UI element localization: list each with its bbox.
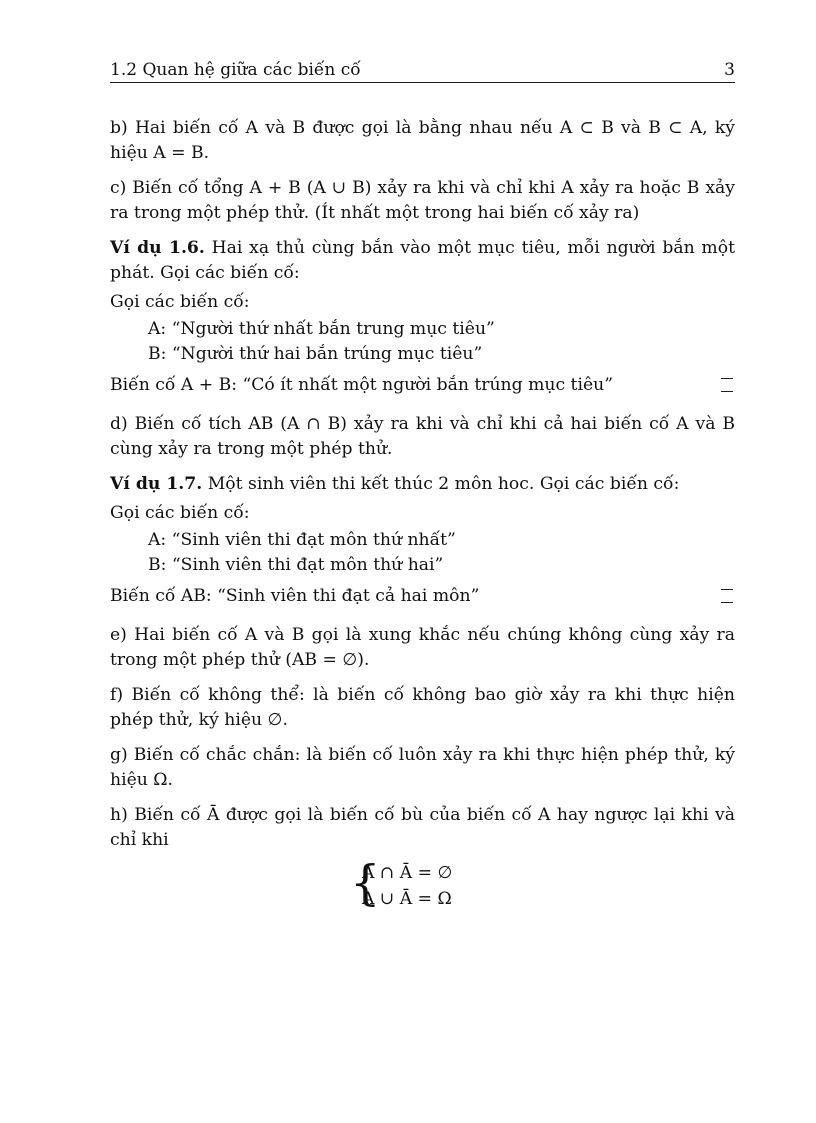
result-text: Biến cố AB: “Sinh viên thi đạt cả hai môn” (110, 586, 480, 606)
example-result (110, 373, 735, 398)
paragraph-c: c) Biến cố tổng A + B (A ∪ B) xảy ra khi và chỉ khi A xảy ra hoặc B xảy ra trong một phép thử. (Ít nhất một trong hai biến cố xảy ra) (110, 178, 735, 223)
example-label: Ví dụ 1.7. (110, 474, 203, 494)
paragraph-g: g) Biến cố chắc chắn: là biến cố luôn xảy ra khi thực hiện phép thử, ký hiệu Ω. (110, 745, 735, 790)
qed-icon (721, 589, 733, 603)
example-label: Ví dụ 1.6. (110, 238, 205, 258)
example-text: Hai xạ thủ cùng bắn vào một mục tiêu, mỗi người bắn một phát. Gọi các biến cố: (110, 238, 735, 283)
running-header (110, 58, 735, 83)
complement-equation (350, 855, 735, 913)
event-a: A: “Người thứ nhất bắn trung mục tiêu” (148, 319, 495, 339)
section-title: 1.2 Quan hệ giữa các biến cố (110, 60, 361, 80)
paragraph-h: h) Biến cố Ā được gọi là biến cố bù của biến cố A hay ngược lại khi và chỉ khi (110, 805, 735, 850)
equation-line-2: A ∪ Ā = Ω (362, 889, 452, 909)
example-text: Một sinh viên thi kết thúc 2 môn hoc. Gọi các biến cố: (202, 474, 680, 494)
example-result (110, 584, 735, 609)
qed-icon (721, 378, 733, 392)
paragraph-b: b) Hai biến cố A và B được gọi là bằng nhau nếu A ⊂ B và B ⊂ A, ký hiệu A = B. (110, 118, 735, 163)
paragraph-f: f) Biến cố không thể: là biến cố không bao giờ xảy ra khi thực hiện phép thử, ký hiệu ∅. (110, 685, 735, 730)
page-number: 3 (724, 60, 735, 80)
left-brace-icon: { (350, 855, 381, 911)
page-body (110, 116, 735, 913)
result-text: Biến cố A + B: “Có ít nhất một người bắn trúng mục tiêu” (110, 375, 613, 395)
event-b: B: “Người thứ hai bắn trúng mục tiêu” (148, 344, 483, 364)
paragraph-d: d) Biến cố tích AB (A ∩ B) xảy ra khi và chỉ khi cả hai biến cố A và B cùng xảy ra trong một phép thử. (110, 414, 735, 459)
example-1-7 (110, 472, 735, 497)
equation-line-1: A ∩ Ā = ∅ (362, 863, 453, 883)
paragraph-e: e) Hai biến cố A và B gọi là xung khắc nếu chúng không cùng xảy ra trong một phép thử (AB = ∅). (110, 625, 735, 670)
event-b: B: “Sinh viên thi đạt môn thứ hai” (148, 555, 444, 575)
example-repeat: Gọi các biến cố: (110, 292, 250, 312)
example-repeat: Gọi các biến cố: (110, 503, 250, 523)
event-a: A: “Sinh viên thi đạt môn thứ nhất” (148, 530, 456, 550)
example-1-6 (110, 236, 735, 286)
